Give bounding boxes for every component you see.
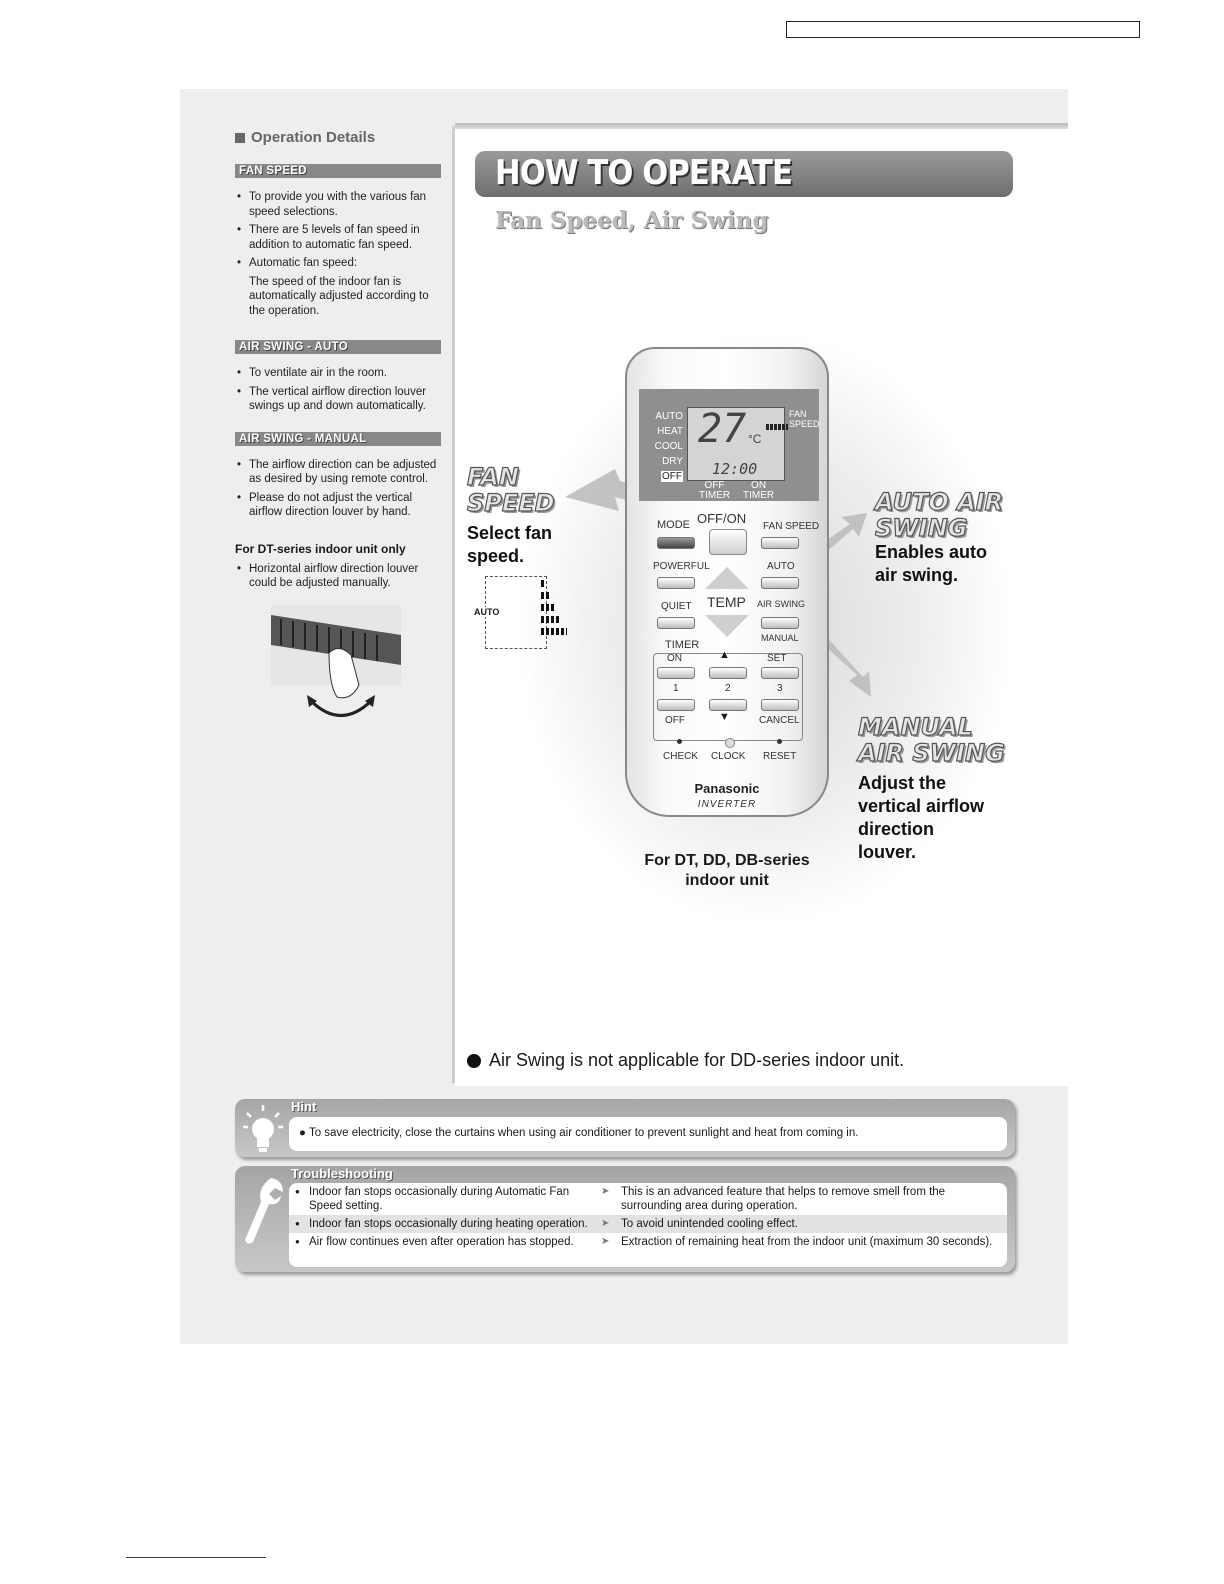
fan-speed-heading: FAN SPEED [235,164,441,178]
fan-level-2 [541,592,549,599]
manual-air-swing-title: MANUAL [858,713,973,741]
temp-label: TEMP [707,594,746,610]
fan-level-bars [541,580,567,640]
fan-speed-list [235,190,447,271]
timer-down-button[interactable] [709,699,747,711]
air-swing-manual-list [235,458,447,520]
table-row [289,1183,1007,1215]
symptom-cell: ● Air flow continues even after operation has stopped. [289,1233,595,1251]
manual-air-swing-desc: Adjust the [858,773,946,793]
fan-speed-display-label [789,409,820,429]
troubleshooting-table [289,1183,1007,1267]
cause-cell: ➤ To avoid unintended cooling effect. [595,1215,1007,1233]
hint-text-value: To save electricity, close the curtains when using air conditioner to prevent sunlight and heat from coming in. [308,1127,859,1139]
auto-air-swing-title-2: SWING [875,514,968,542]
manual-label: MANUAL [761,633,799,643]
header-box [786,21,1140,38]
fan-speed-callout [467,464,555,568]
fan-speed-desc: Select fan [467,523,553,543]
temperature-unit: °C [748,432,762,446]
lcd-screen [687,407,785,481]
page-title: HOW TO OPERATE [495,153,792,193]
fan-level-1 [541,580,545,587]
fan-level-5 [541,628,567,635]
fan-level-3 [541,604,555,611]
hint-box [235,1099,1015,1157]
air-swing-manual-heading: AIR SWING - MANUAL [235,432,441,446]
square-bullet-icon [235,133,245,143]
timer-label: TIMER [665,639,700,651]
symptom-cell: ● Indoor fan stops occasionally during Automatic Fan Speed setting. [289,1183,595,1215]
air-swing-note [467,1050,904,1071]
fan-level-4 [541,616,561,623]
auto-indicator-box [474,576,547,649]
list-item: • Automatic fan speed: [235,256,447,271]
auto-swing-button[interactable] [761,577,799,589]
mode-off: OFF [662,471,682,482]
timer-on-button[interactable] [657,667,695,679]
note-text: Air Swing is not applicable for DD-series indoor unit. [489,1050,905,1070]
manual-swing-button[interactable] [761,617,799,629]
temp-down-button[interactable] [705,615,749,637]
louver-hand-illustration [271,605,401,725]
timer-off-button[interactable] [657,699,695,711]
fan-speed-button[interactable] [761,537,799,549]
check-label: CHECK [663,751,699,762]
on-timer-label [743,481,774,501]
temp-up-button[interactable] [705,567,749,589]
footer-line [126,1557,266,1558]
cause-cell: ➤ Extraction of remaining heat from the indoor unit (maximum 30 seconds). [595,1233,1007,1251]
hint-title: Hint [291,1099,317,1114]
off-timer-line-2: TIMER [699,490,731,501]
manual-air-swing-desc-3: direction [858,819,935,839]
table-row [289,1215,1007,1233]
mode-button[interactable] [657,537,695,549]
content-panel [180,89,1068,1344]
reset-button[interactable] [777,739,782,744]
caption-line-2: indoor unit [685,872,769,889]
timer-set-label: SET [767,653,787,664]
bullet-icon [467,1054,481,1068]
auto-air-swing-desc-2: air swing. [875,565,959,585]
timer-on-label: ON [667,653,682,664]
air-swing-label: AIR SWING [757,599,806,609]
hint-text: ● To save electricity, close the curtains when using air conditioner to prevent sunlight and heat from coming in. [299,1127,859,1139]
list-item: • Horizontal airflow direction louver could be adjusted manually. [235,562,447,591]
inverter-label: INVERTER [697,799,757,810]
digit-3-label: 3 [777,683,783,694]
powerful-button[interactable] [657,577,695,589]
manual-air-swing-desc-4: louver. [858,842,917,862]
check-button[interactable] [677,739,682,744]
offon-button[interactable] [709,529,747,555]
how-to-operate-card [455,129,1068,1086]
manual-air-swing-title-2: AIR SWING [858,739,1005,767]
off-timer-line-1: OFF [704,480,725,491]
operation-details-heading [235,129,447,146]
digit-1-label: 1 [673,683,679,694]
remote-control [625,347,829,817]
auto-label: AUTO [474,607,500,617]
air-swing-auto-list [235,366,447,414]
air-swing-auto-heading: AIR SWING - AUTO [235,340,441,354]
on-timer-line-1: ON [751,480,767,491]
list-item: • To ventilate air in the room. [235,366,447,381]
quiet-label: QUIET [661,601,692,612]
brand-logo: Panasonic [694,781,760,796]
powerful-label: POWERFUL [653,561,710,572]
clock-readout: 12:00 [712,460,758,478]
dt-series-list [235,562,447,591]
list-item: • The airflow direction can be adjusted as desired by using remote control. [235,458,447,487]
wrench-icon [241,1176,285,1246]
off-timer-label [699,481,730,501]
manual-air-swing-desc-2: vertical airflow [858,796,985,816]
auto-air-swing-title: AUTO AIR [875,488,1004,516]
mode-label: MODE [657,519,690,531]
mode-cool: COOL [654,441,683,452]
fan-speed-line-2: SPEED [789,419,820,429]
timer-up-button[interactable] [709,667,747,679]
symptom-cell: ● Indoor fan stops occasionally during heating operation. [289,1215,595,1233]
list-item: • Please do not adjust the vertical airflow direction louver by hand. [235,491,447,520]
auto-air-swing-callout [875,489,1003,587]
mode-list [643,409,683,484]
list-item: • To provide you with the various fan speed selections. [235,190,447,219]
fan-speed-title: FAN [467,463,519,491]
timer-down-icon: ▼ [719,711,730,723]
mode-dry: DRY [662,456,683,467]
digit-2-label: 2 [725,683,731,694]
on-timer-line-2: TIMER [743,490,775,501]
table-row [289,1233,1007,1251]
fan-speed-indicator-icon [766,424,788,430]
manual-air-swing-callout [858,714,1005,864]
cause-cell: ➤ This is an advanced feature that helps to remove smell from the surrounding area during operation. [595,1183,1007,1215]
operation-details-column [235,129,447,730]
auto-fan-speed-desc: The speed of the indoor fan is automatically adjusted according to the operation. [249,275,429,317]
mode-heat: HEAT [657,426,683,437]
remote-caption [615,851,839,891]
fan-speed-desc-2: speed. [467,546,525,566]
reset-label: RESET [763,751,797,762]
clock-button[interactable] [725,738,735,748]
fan-speed-button-label: FAN SPEED [763,521,820,532]
timer-cancel-button[interactable] [761,699,799,711]
quiet-button[interactable] [657,617,695,629]
troubleshooting-box [235,1166,1015,1272]
timer-cancel-label: CANCEL [759,715,800,726]
timer-set-button[interactable] [761,667,799,679]
temperature-readout: 27 [698,406,747,452]
timer-off-label: OFF [665,715,685,726]
hint-content [289,1117,1007,1151]
fan-speed-line-1: FAN [789,409,807,419]
remote-display-area [639,389,819,501]
clock-label: CLOCK [711,751,746,762]
list-item: • The vertical airflow direction louver swings up and down automatically. [235,385,447,414]
list-item: • There are 5 levels of fan speed in addition to automatic fan speed. [235,223,447,252]
offon-label: OFF/ON [697,511,747,526]
operation-details-label: Operation Details [251,129,376,146]
timer-up-icon: ▲ [719,649,730,661]
caption-line-1: For DT, DD, DB-series [644,852,810,869]
lightbulb-icon [243,1105,283,1153]
auto-swing-label: AUTO [767,561,795,572]
mode-auto: AUTO [655,411,683,422]
auto-air-swing-desc: Enables auto [875,542,988,562]
page-subtitle: Fan Speed, Air Swing [495,207,769,234]
fan-speed-title-2: SPEED [467,489,555,517]
troubleshooting-title: Troubleshooting [291,1166,393,1181]
dt-series-heading: For DT-series indoor unit only [235,541,406,556]
